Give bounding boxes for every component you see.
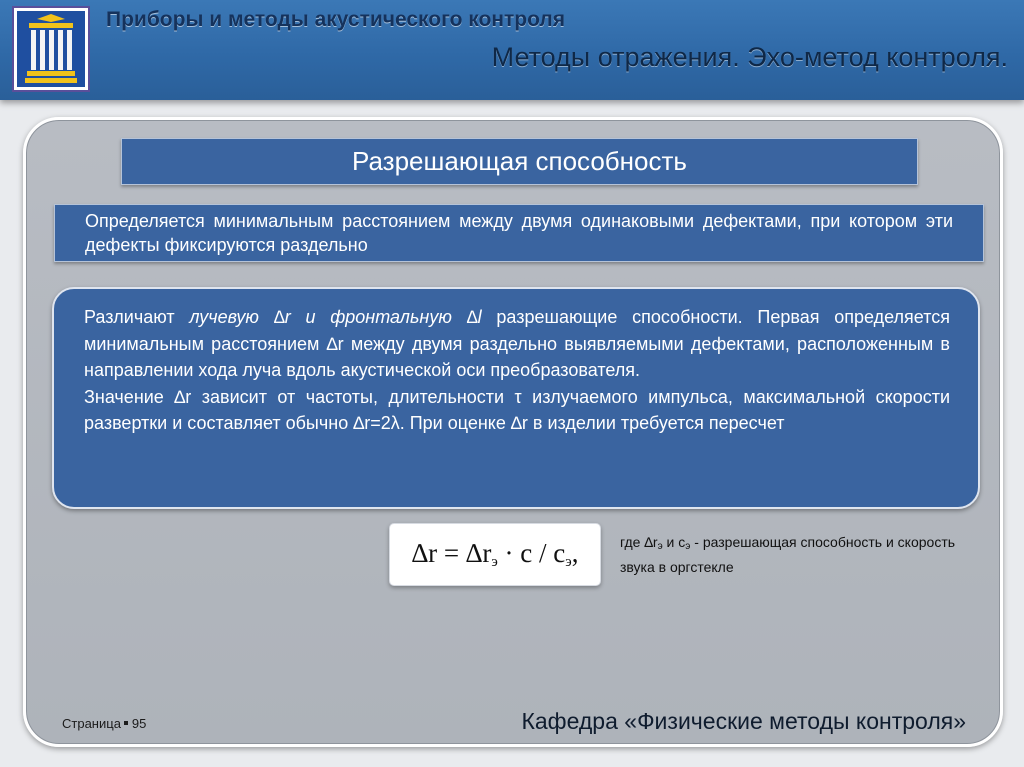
resolution-terms: лучевую ∆r и фронтальную ∆l <box>189 307 482 327</box>
resolution-paragraph-1 <box>84 304 950 384</box>
page-label: Страница <box>62 716 121 731</box>
resolution-text: разрешающие способности. Первая определяется минимальным расстоянием ∆r между двумя раздельно выявляемыми дефектами, расположенным в направлении хода луча вдоль акустической оси преобразователя. <box>84 307 950 380</box>
header-band <box>0 0 1024 100</box>
formula-box <box>389 523 601 586</box>
page-number: 95 <box>131 716 147 731</box>
formula-expression: $\Delta r = \Delta r_э \cdot c / c_э$, <box>411 538 579 570</box>
page-indicator <box>62 716 146 731</box>
bullet-icon <box>124 721 128 725</box>
section-title: Разрешающая способность <box>121 138 918 185</box>
definition-text: Определяется минимальным расстоянием между двумя одинаковыми дефектами, при котором эти дефекты фиксируются раздельно <box>54 204 984 262</box>
resolution-description <box>52 287 980 509</box>
formula-note: где $\Delta r_э$ и $с_э$ - разрешающая способность и скорость звука в оргстекле <box>620 534 956 575</box>
resolution-text: Различают <box>84 307 190 327</box>
header-subtitle: Методы отражения. Эхо-метод контроля. <box>491 42 1008 72</box>
department-name: Кафедра «Физические методы контроля» <box>521 708 966 734</box>
resolution-paragraph-2: Значение ∆r зависит от частоты, длительности τ излучаемого импульса, максимальной скорости развертки и составляет обычно ∆r=2λ. При оценке ∆r в изделии требуется пересчет <box>84 386 950 433</box>
header-title: Приборы и методы акустического контроля <box>106 8 566 31</box>
crest-emblem-icon <box>14 8 88 90</box>
